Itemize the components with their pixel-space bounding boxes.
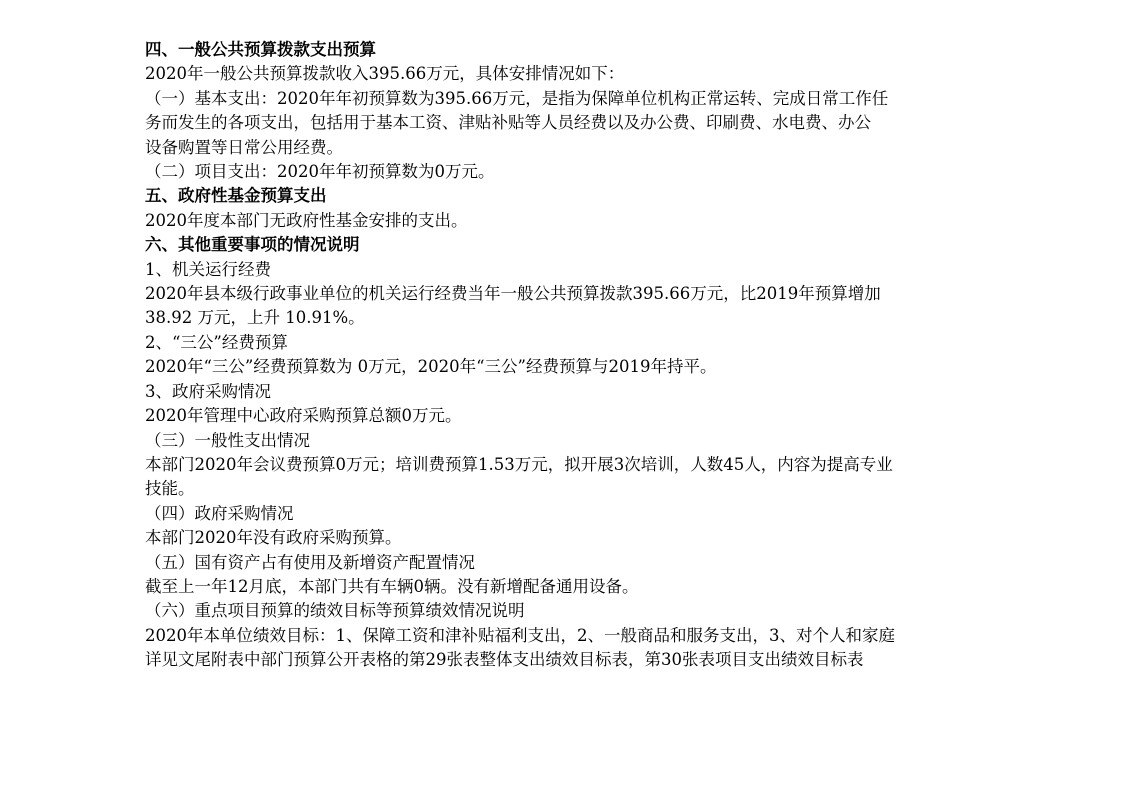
paragraph-line: 2020年县本级行政事业单位的机关运行经费当年一般公共预算拨款395.66万元，比2019年预算增加 bbox=[145, 284, 881, 304]
paragraph-line: 技能。 bbox=[145, 479, 195, 499]
subsection-heading: （三）一般性支出情况 bbox=[145, 430, 310, 450]
paragraph-line: 2020年一般公共预算拨款收入395.66万元，具体安排情况如下： bbox=[145, 64, 625, 84]
subsection-heading: 2、“三公”经费预算 bbox=[145, 332, 288, 352]
section-heading-government-fund: 五、政府性基金预算支出 bbox=[145, 186, 327, 206]
document-page bbox=[145, 38, 1045, 673]
paragraph-line: （一）基本支出：2020年年初预算数为395.66万元，是指为保障单位机构正常运转、完成日常工作任 bbox=[145, 88, 889, 108]
paragraph-line: 2020年“三公”经费预算数为 0万元，2020年“三公”经费预算与2019年持平。 bbox=[145, 357, 717, 377]
section-heading-other-matters: 六、其他重要事项的情况说明 bbox=[145, 235, 360, 255]
paragraph-line: 2020年本单位绩效目标：1、保障工资和津补贴福利支出，2、一般商品和服务支出，3、对个人和家庭 bbox=[145, 625, 895, 645]
paragraph-line: 截至上一年12月底，本部门共有车辆0辆。没有新增配备通用设备。 bbox=[145, 576, 639, 596]
section-heading-general-budget: 四、一般公共预算拨款支出预算 bbox=[145, 40, 376, 59]
paragraph-line: 本部门2020年会议费预算0万元；培训费预算1.53万元，拟开展3次培训，人数45人，内容为提高专业 bbox=[145, 454, 893, 474]
paragraph-line: （二）项目支出：2020年年初预算数为0万元。 bbox=[145, 162, 495, 182]
paragraph-line: 详见文尾附表中部门预算公开表格的第29张表整体支出绩效目标表，第30张表项目支出绩效目标表 bbox=[145, 650, 864, 670]
paragraph-line: 38.92 万元，上升 10.91%。 bbox=[145, 308, 365, 328]
subsection-heading: 3、政府采购情况 bbox=[145, 381, 271, 401]
subsection-heading: （四）政府采购情况 bbox=[145, 503, 294, 523]
paragraph-line: 2020年度本部门无政府性基金安排的支出。 bbox=[145, 210, 468, 230]
subsection-heading: （六）重点项目预算的绩效目标等预算绩效情况说明 bbox=[145, 601, 525, 621]
subsection-heading: （五）国有资产占有使用及新增资产配置情况 bbox=[145, 552, 475, 572]
subsection-heading: 1、机关运行经费 bbox=[145, 259, 271, 279]
paragraph-line: 2020年管理中心政府采购预算总额0万元。 bbox=[145, 406, 462, 426]
paragraph-line: 设备购置等日常公用经费。 bbox=[145, 137, 343, 157]
paragraph-line: 本部门2020年没有政府采购预算。 bbox=[145, 528, 402, 548]
paragraph-line: 务而发生的各项支出，包括用于基本工资、津贴补贴等人员经费以及办公费、印刷费、水电费、办公 bbox=[145, 113, 871, 133]
